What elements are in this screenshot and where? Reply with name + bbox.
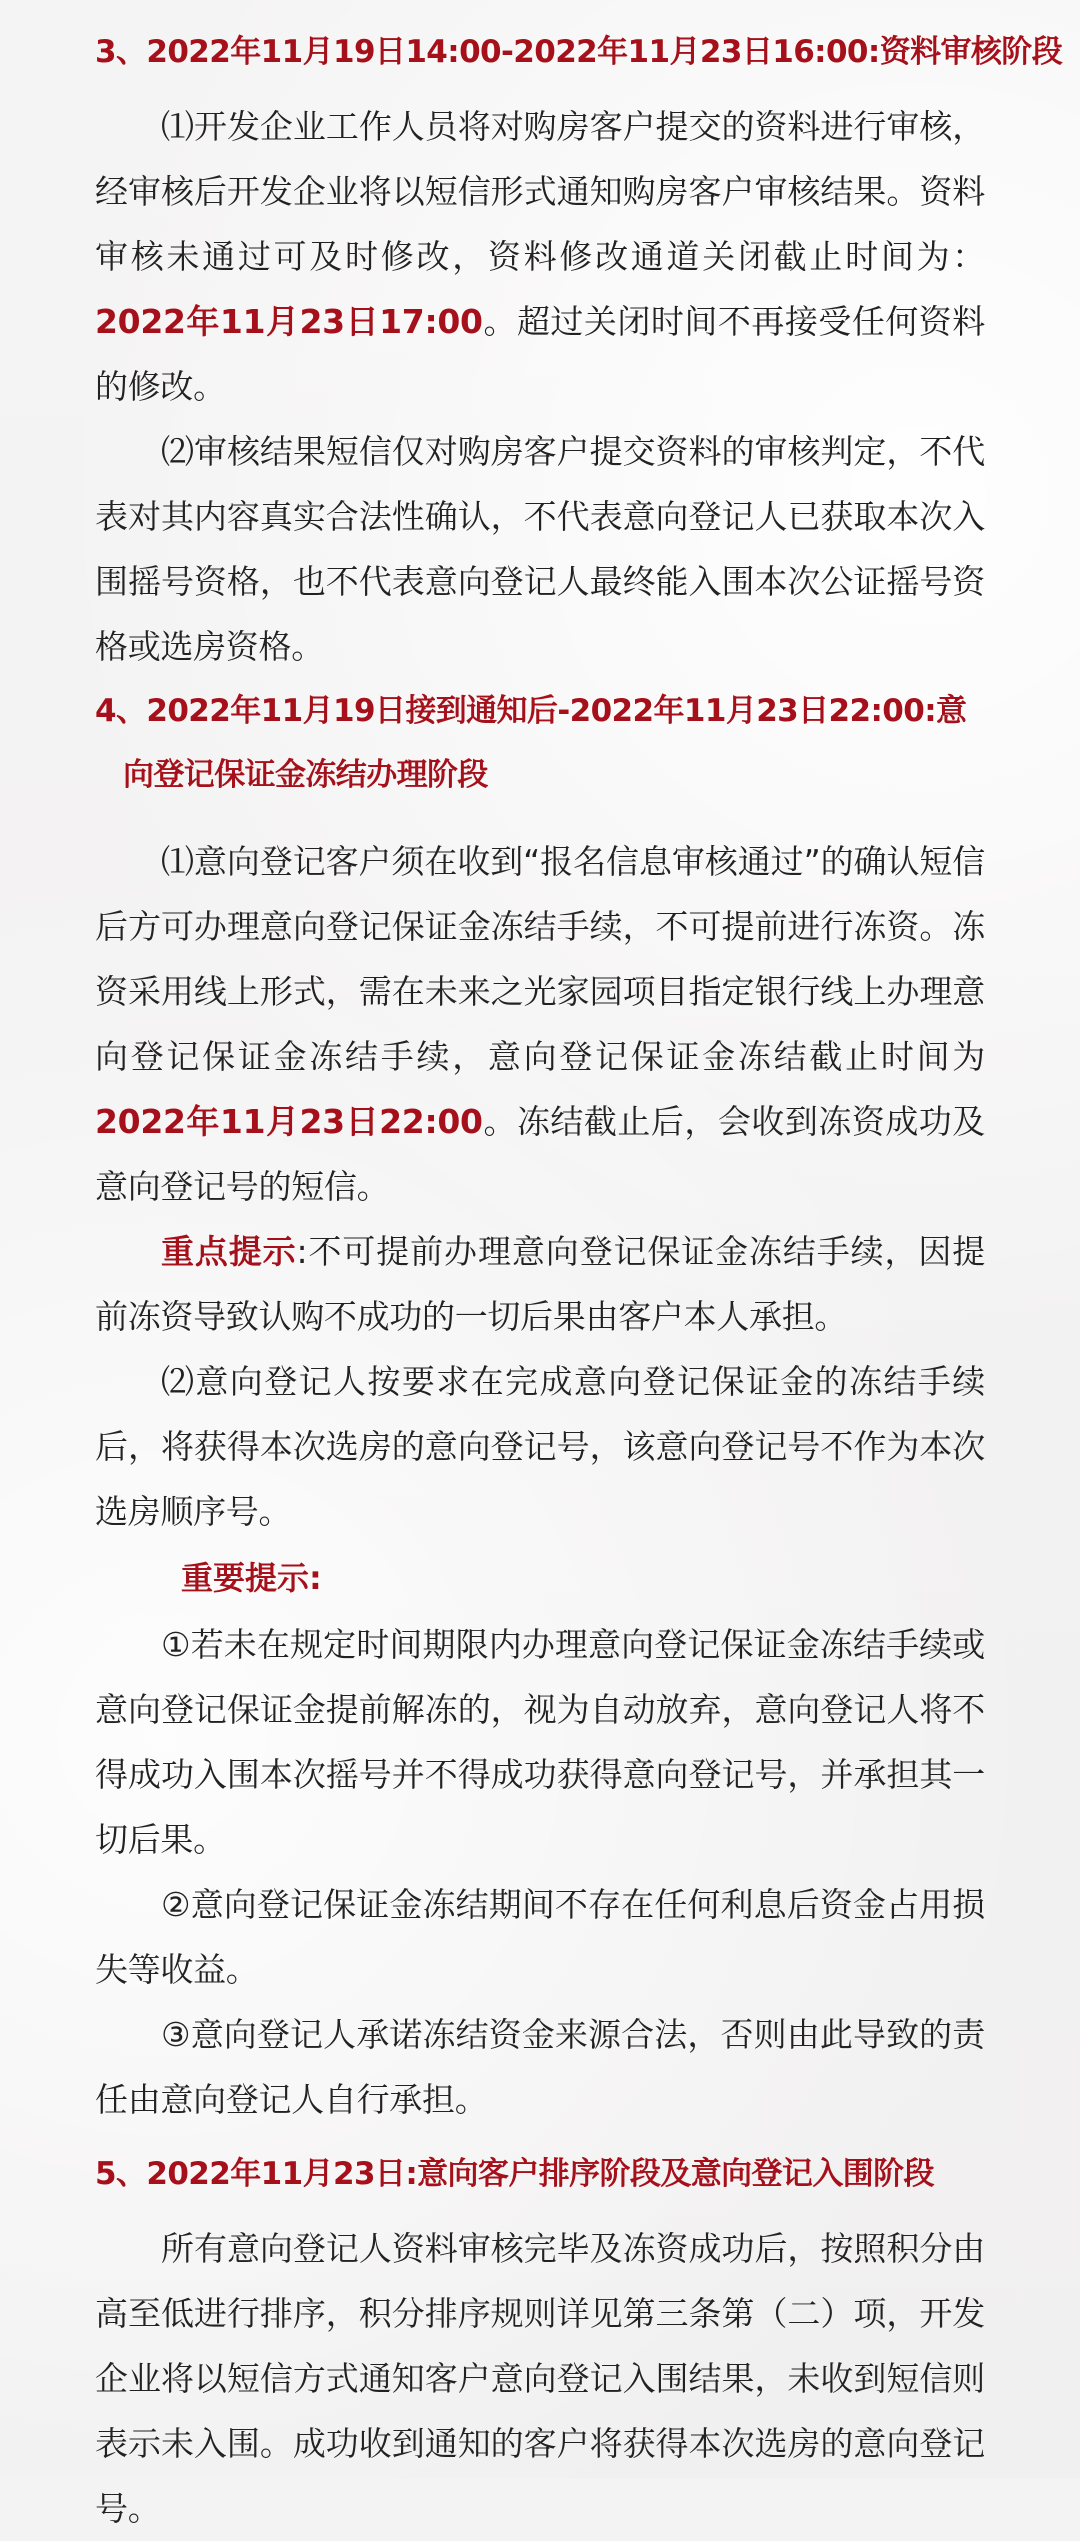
important-tip-item-1: ①若未在规定时间期限内办理意向登记保证金冻结手续或意向登记保证金提前解冻的，视为自动放弃，意向登记人将不得成功入围本次摇号并不得成功获得意向登记号，并承担其一切后果。 (95, 1625, 985, 1859)
section-4-paragraph-1 (95, 829, 985, 1219)
section-3-paragraph-2: ⑵审核结果短信仅对购房客户提交资料的审核判定，不代表对其内容真实合法性确认，不代表意向登记人已获取本次入围摇号资格，也不代表意向登记人最终能入围本次公证摇号资格或选房资格。 (95, 432, 985, 666)
section-4-p1-text-a: ⑴意向登记客户须在收到“报名信息审核通过”的确认短信后方可办理意向登记保证金冻结手续，不可提前进行冻资。冻资采用线上形式，需在未来之光家园项目指定银行线上办理意向登记保证金冻结手续，意向登记保证金冻结截止时间为 (95, 842, 985, 1076)
section-3-p1-text-b: 。超过关闭时间不再接受任何资料的修改。 (95, 302, 985, 406)
section-3-deadline: 2022年11月23日17:00 (95, 302, 483, 341)
key-tip-paragraph (95, 1219, 985, 1349)
section-3-p1-text-a: ⑴开发企业工作人员将对购房客户提交的资料进行审核，经审核后开发企业将以短信形式通知购房客户审核结果。资料审核未通过可及时修改，资料修改通道关闭截止时间为： (95, 107, 985, 276)
section-4-heading (95, 679, 985, 807)
section-4-heading-line-1: 4、2022年11月19日接到通知后-2022年11月23日22:00:意 (95, 693, 967, 729)
section-4-p1-text-b: 。冻结截止后，会收到冻资成功及意向登记号的短信。 (95, 1102, 985, 1206)
key-tip-text: :不可提前办理意向登记保证金冻结手续，因提前冻资导致认购不成功的一切后果由客户本人承担。 (95, 1232, 985, 1336)
important-tip-item-2: ②意向登记保证金冻结期间不存在任何利息后资金占用损失等收益。 (95, 1885, 985, 1989)
section-5-paragraph-1: 所有意向登记人资料审核完毕及冻资成功后，按照积分由高至低进行排序，积分排序规则详见第三条第（二）项，开发企业将以短信方式通知客户意向登记入围结果，未收到短信则表示未入围。成功收到通知的客户将获得本次选房的意向登记号。 (95, 2229, 985, 2528)
important-tip-item-3: ③意向登记人承诺冻结资金来源合法，否则由此导致的责任由意向登记人自行承担。 (95, 2015, 985, 2119)
important-tip-label: 重要提示: (181, 1559, 322, 1597)
section-3-heading: 3、2022年11月19日14:00-2022年11月23日16:00:资料审核阶段 (95, 34, 1063, 70)
section-5-heading: 5、2022年11月23日:意向客户排序阶段及意向登记入围阶段 (95, 2156, 934, 2192)
section-4-paragraph-2: ⑵意向登记人按要求在完成意向登记保证金的冻结手续后，将获得本次选房的意向登记号，该意向登记号不作为本次选房顺序号。 (95, 1362, 985, 1531)
key-tip-label: 重点提示 (161, 1232, 297, 1271)
section-4-deadline: 2022年11月23日22:00 (95, 1102, 483, 1141)
section-4-heading-line-2: 向登记保证金冻结办理阶段 (123, 757, 488, 793)
section-3-paragraph-1 (95, 94, 985, 419)
